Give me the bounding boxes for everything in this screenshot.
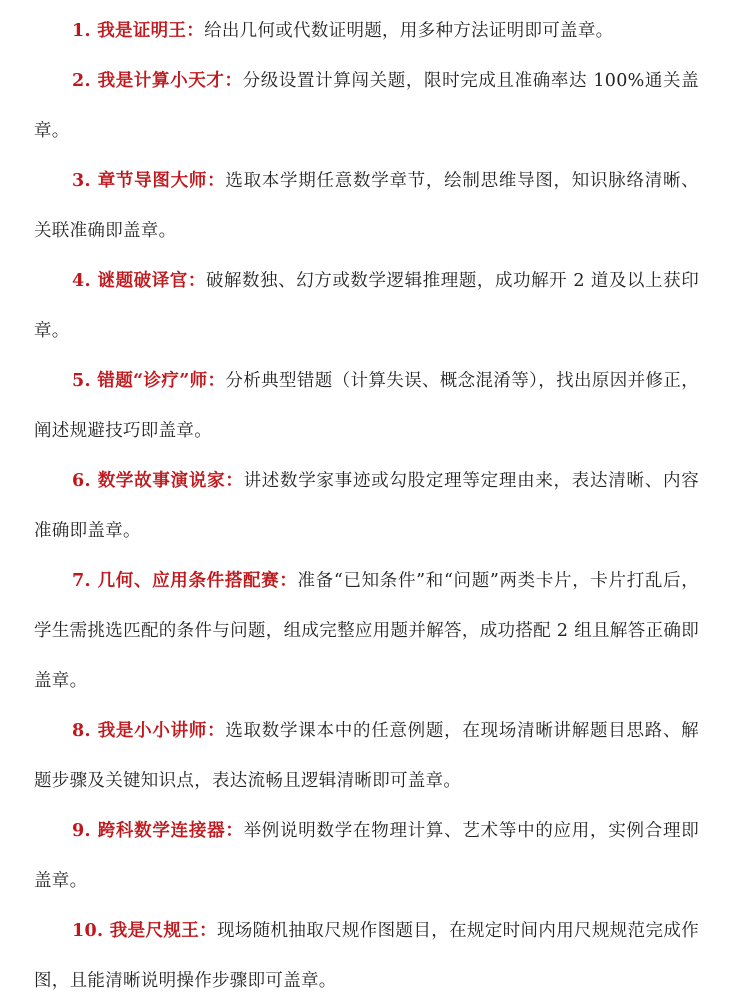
stamp-item-9 — [34, 806, 699, 906]
item-description: 选取本学期任意数学章节，绘制思维导图，知识脉络清晰、关联准确即盖章。 — [34, 171, 699, 241]
item-title: 1. 我是证明王： — [72, 21, 205, 41]
item-title: 2. 我是计算小天才： — [72, 71, 243, 91]
stamp-item-7 — [34, 556, 699, 706]
item-title: 9. 跨科数学连接器： — [72, 821, 244, 841]
item-description: 准备“已知条件”和“问题”两类卡片，卡片打乱后，学生需挑选匹配的条件与问题，组成完整应用题并解答，成功搭配 2 组且解答正确即盖章。 — [34, 571, 700, 691]
item-title: 10. 我是尺规王： — [72, 921, 217, 941]
item-description: 现场随机抽取尺规作图题目，在规定时间内用尺规规范完成作图，且能清晰说明操作步骤即可盖章。 — [34, 921, 699, 991]
item-title: 7. 几何、应用条件搭配赛： — [72, 571, 298, 591]
item-description: 破解数独、幻方或数学逻辑推理题，成功解开 2 道及以上获印章。 — [34, 271, 700, 341]
stamp-item-10 — [34, 906, 699, 1006]
item-title: 5. 错题“诊疗”师： — [72, 371, 226, 391]
item-description: 讲述数学家事迹或勾股定理等定理由来，表达清晰、内容准确即盖章。 — [34, 471, 699, 541]
stamp-item-4 — [34, 256, 699, 356]
stamp-item-6 — [34, 456, 699, 556]
stamp-item-3 — [34, 156, 699, 256]
item-description: 分级设置计算闯关题，限时完成且准确率达 100%通关盖章。 — [34, 71, 699, 141]
item-description: 给出几何或代数证明题，用多种方法证明即可盖章。 — [204, 21, 614, 41]
item-description: 分析典型错题（计算失误、概念混淆等），找出原因并修正，阐述规避技巧即盖章。 — [34, 371, 699, 441]
item-description: 举例说明数学在物理计算、艺术等中的应用，实例合理即盖章。 — [34, 821, 699, 891]
item-title: 6. 数学故事演说家： — [72, 471, 244, 491]
item-title: 4. 谜题破译官： — [72, 271, 206, 291]
item-title: 3. 章节导图大师： — [72, 171, 226, 191]
stamp-item-5 — [34, 356, 699, 456]
stamp-item-1 — [34, 6, 699, 56]
stamp-item-2 — [34, 56, 699, 156]
item-title: 8. 我是小小讲师： — [72, 721, 226, 741]
item-description: 选取数学课本中的任意例题，在现场清晰讲解题目思路、解题步骤及关键知识点，表达流畅且逻辑清晰即可盖章。 — [34, 721, 699, 791]
stamp-item-8 — [34, 706, 699, 806]
